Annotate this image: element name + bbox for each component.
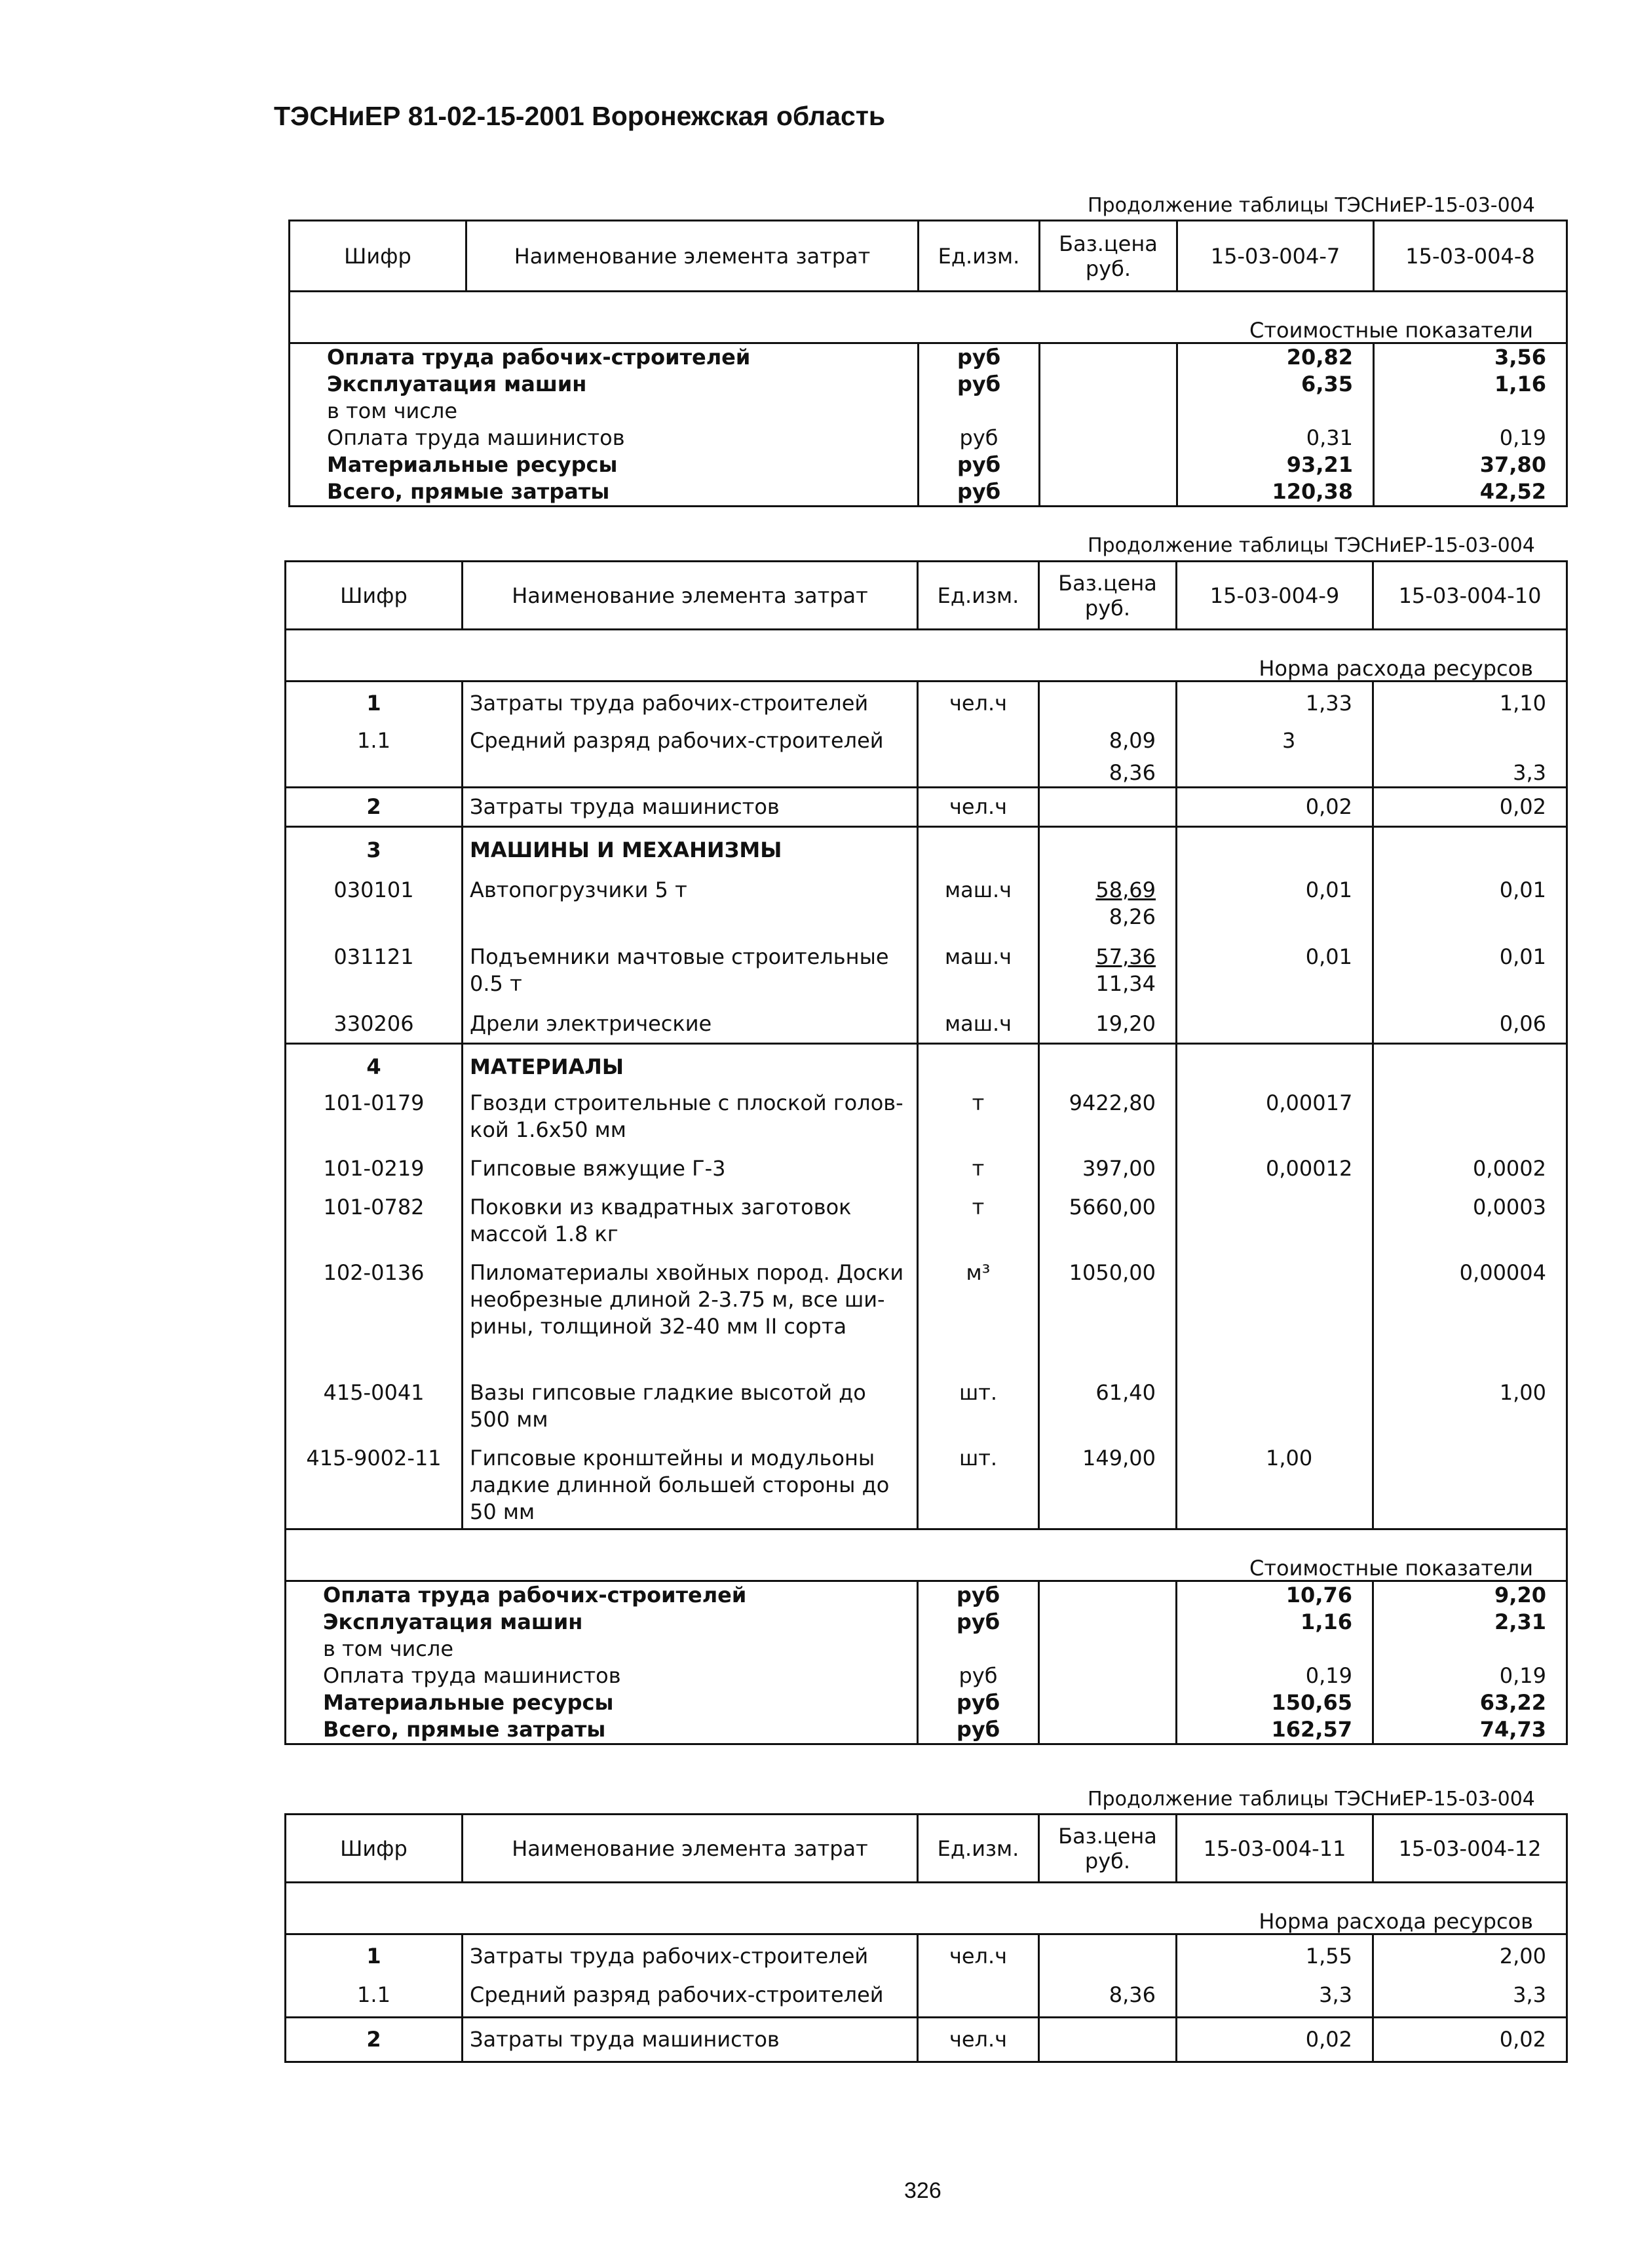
table-row: Оплата труда машинистов руб 0,19 0,19 [286, 1663, 1567, 1689]
header-col-a: 15-03-004-9 [1177, 562, 1373, 630]
table-row: 1.1 Средний разряд рабочих-строителей 8,09 8,36 3 3,3 [286, 717, 1567, 788]
document-title: ТЭСНиЕР 81-02-15-2001 Воронежская область [274, 101, 886, 131]
header-col-a: 15-03-004-7 [1177, 221, 1374, 292]
table1-header [290, 221, 1567, 292]
table-row: 330206 Дрели электрические маш.ч 19,20 0,06 [286, 997, 1567, 1044]
header-code: Шифр [286, 562, 463, 630]
header-unit: Ед.изм. [919, 221, 1040, 292]
header-name: Наименование элемента затрат [463, 562, 918, 630]
table-row: 1 Затраты труда рабочих-строителей чел.ч 1,55 2,00 [286, 1934, 1567, 1970]
table-row: 1.1 Средний разряд рабочих-строителей 8,36 3,3 3,3 [286, 1970, 1567, 2018]
table-row: Оплата труда машинистов руб 0,31 0,19 [290, 425, 1567, 452]
table-row: 030101 Автопогрузчики 5 т маш.ч 58,69 8,26 0,01 0,01 [286, 864, 1567, 931]
table-row: 101-0179 Гвозди строительные с плоской голов- кой 1.6х50 мм т 9422,80 0,00017 [286, 1081, 1567, 1144]
header-col-a: 15-03-004-11 [1177, 1815, 1373, 1883]
table-row: Оплата труда рабочих-строителей руб 20,82 3,56 [290, 343, 1567, 372]
table-row: Материальные ресурсы руб 150,65 63,22 [286, 1689, 1567, 1716]
header-code: Шифр [290, 221, 466, 292]
table2-continuation: Продолжение таблицы ТЭСНиЕР-15-03-004 [1088, 534, 1535, 557]
header-col-b: 15-03-004-8 [1374, 221, 1567, 292]
table-row: Эксплуатация машин руб 1,16 2,31 [286, 1609, 1567, 1636]
header-price: Баз.цена руб. [1040, 221, 1177, 292]
header-name: Наименование элемента затрат [463, 1815, 918, 1883]
table-row: 2 Затраты труда машинистов чел.ч 0,02 0,02 [286, 2018, 1567, 2062]
header-unit: Ед.изм. [918, 1815, 1039, 1883]
page-number: 326 [904, 2178, 941, 2203]
table-row: 102-0136 Пиломатериалы хвойных пород. Доски необрезные длиной 2-3.75 м, все ши- рины, толщиной 32-40 мм II сорта м³ 1050,00 0,00004 [286, 1248, 1567, 1379]
table-row: Всего, прямые затраты руб 162,57 74,73 [286, 1716, 1567, 1744]
table-row: 415-0041 Вазы гипсовые гладкие высотой до 500 мм шт. 61,40 1,00 [286, 1379, 1567, 1433]
table2 [284, 560, 1568, 1745]
table-row: 031121 Подъемники мачтовые строительные 0.5 т маш.ч 57,36 11,34 0,01 0,01 [286, 931, 1567, 997]
table1 [288, 220, 1568, 507]
table-row: 415-9002-11 Гипсовые кронштейны и модульоны ладкие длинной большей стороны до 50 мм шт. 149,00 1,00 [286, 1433, 1567, 1529]
table-row: Всего, прямые затраты руб 120,38 42,52 [290, 478, 1567, 507]
header-name: Наименование элемента затрат [466, 221, 919, 292]
table3 [284, 1813, 1568, 2063]
table1-section: Стоимостные показатели [290, 292, 1567, 343]
header-col-b: 15-03-004-12 [1373, 1815, 1567, 1883]
table-row: Материальные ресурсы руб 93,21 37,80 [290, 452, 1567, 478]
header-code: Шифр [286, 1815, 463, 1883]
table-row: 101-0782 Поковки из квадратных заготовок массой 1.8 кг т 5660,00 0,0003 [286, 1182, 1567, 1248]
table-row: 101-0219 Гипсовые вяжущие Г-3 т 397,00 0,00012 0,0002 [286, 1144, 1567, 1182]
header-unit: Ед.изм. [918, 562, 1039, 630]
table3-continuation: Продолжение таблицы ТЭСНиЕР-15-03-004 [1088, 1788, 1535, 1811]
table2-section: Норма расхода ресурсов [286, 630, 1567, 682]
header-price: Баз.цена руб. [1039, 562, 1177, 630]
table-row: Оплата труда рабочих-строителей руб 10,76 9,20 [286, 1581, 1567, 1609]
table-row: 3 МАШИНЫ И МЕХАНИЗМЫ [286, 827, 1567, 864]
table-row: 1 Затраты труда рабочих-строителей чел.ч 1,33 1,10 [286, 682, 1567, 718]
table-row: 2 Затраты труда машинистов чел.ч 0,02 0,02 [286, 788, 1567, 827]
table-row: Эксплуатация машин руб 6,35 1,16 [290, 371, 1567, 398]
table-row: в том числе [286, 1636, 1567, 1663]
table2-header [286, 562, 1567, 630]
table3-section: Норма расхода ресурсов [286, 1883, 1567, 1934]
header-price: Баз.цена руб. [1039, 1815, 1177, 1883]
header-col-b: 15-03-004-10 [1373, 562, 1567, 630]
table2-section-costs: Стоимостные показатели [286, 1529, 1567, 1581]
table-row: в том числе [290, 398, 1567, 425]
table-row: 4 МАТЕРИАЛЫ [286, 1044, 1567, 1081]
table3-header [286, 1815, 1567, 1883]
table1-continuation: Продолжение таблицы ТЭСНиЕР-15-03-004 [1088, 194, 1535, 217]
